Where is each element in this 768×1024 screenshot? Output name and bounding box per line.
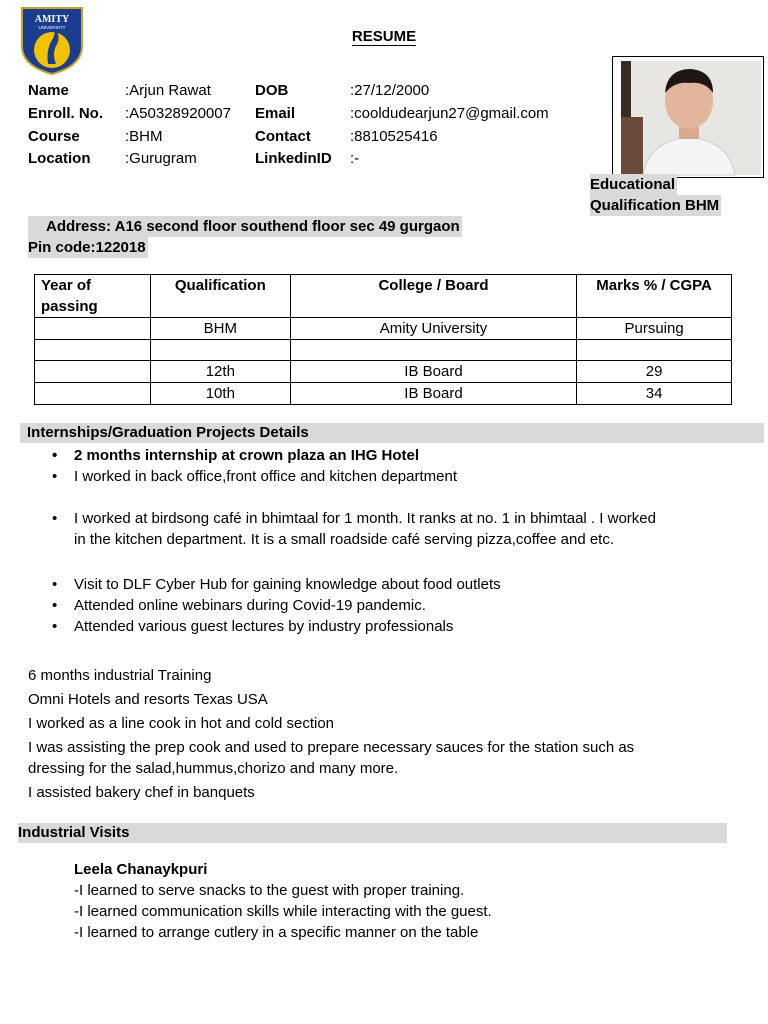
linkedin-label: LinkedinID [255,150,332,167]
visit-line: -I learned to arrange cutlery in a specific manner on the table [74,924,479,941]
internship-list [74,445,754,487]
linkedin-value: :- [350,150,360,167]
resume-title: RESUME [351,28,417,45]
email-label: Email [255,105,296,122]
edu-heading-line1: Educational [590,176,676,193]
visit-line: -I learned communication skills while interacting with the guest. [74,903,492,920]
course-value: :BHM [125,128,163,145]
email-value: :cooldudearjun27@gmail.com [350,105,549,122]
edu-heading-line2: Qualification BHM [590,197,720,214]
table-cell [35,340,151,361]
location-label: Location [28,150,91,167]
table-cell [150,340,290,361]
list-item: • Visit to DLF Cyber Hub for gaining knowledge about food outlets [74,574,754,595]
header-college: College / Board [290,275,576,318]
logo-text: AMITY [34,14,70,25]
training-line: dressing for the salad,hummus,chorizo and many more. [28,760,399,777]
contact-label: Contact [255,128,311,145]
dob-label: DOB [255,82,289,99]
dob-value: :27/12/2000 [350,82,430,99]
table-cell [290,340,576,361]
table-cell: Pursuing [577,318,732,340]
table-cell: 29 [577,361,732,383]
internships-heading: Internships/Graduation Projects Details [20,423,705,443]
internship-list [74,574,754,637]
table-cell: 12th [150,361,290,383]
training-line: Omni Hotels and resorts Texas USA [28,691,268,708]
contact-value: :8810525416 [350,128,438,145]
table-header-row [35,275,732,318]
table-cell: 10th [150,383,290,405]
visits-heading: Industrial Visits [18,823,727,843]
logo-subtext: UNIVERSITY [38,25,66,30]
table-cell [35,383,151,405]
table-cell: IB Board [290,361,576,383]
internship-list [74,508,754,550]
table-cell [35,318,151,340]
list-item: • I worked in back office,front office and kitchen department [74,466,754,487]
table-cell [577,340,732,361]
header-year: Year of passing [35,275,151,318]
name-value: :Arjun Rawat [125,82,211,99]
course-label: Course [28,128,80,145]
table-row [35,318,732,340]
enroll-label: Enroll. No. [28,105,103,122]
table-cell: IB Board [290,383,576,405]
enroll-value: :A50328920007 [125,105,231,122]
visit-line: -I learned to serve snacks to the guest with proper training. [74,882,465,899]
table-cell: BHM [150,318,290,340]
name-label: Name [28,82,69,99]
list-item: • 2 months internship at crown plaza an IHG Hotel [74,445,754,466]
table-row [35,383,732,405]
internships-heading-bar-end [700,423,764,443]
table-row [35,340,732,361]
table-cell: 34 [577,383,732,405]
location-value: :Gurugram [125,150,197,167]
table-cell [35,361,151,383]
profile-photo [612,56,764,178]
table-cell: Amity University [290,318,576,340]
header-qualification: Qualification [150,275,290,318]
header-marks: Marks % / CGPA [577,275,732,318]
education-table [34,274,732,405]
address: Address: A16 second floor southend floor sec 49 gurgaon [28,216,462,237]
visit-place: Leela Chanaykpuri [74,861,208,878]
table-row [35,361,732,383]
training-line: I was assisting the prep cook and used to prepare necessary sauces for the station such as [28,739,635,756]
training-line: I assisted bakery chef in banquets [28,784,255,801]
list-item: • I worked at birdsong café in bhimtaal for 1 month. It ranks at no. 1 in bhimtaal . I worked in the kitchen department. It is a small roadside café serving pizza,coffee and etc. [74,508,754,550]
list-item: • Attended various guest lectures by industry professionals [74,616,754,637]
pincode: Pin code:122018 [28,239,146,256]
list-item: • Attended online webinars during Covid-19 pandemic. [74,595,754,616]
training-line: 6 months industrial Training [28,667,212,684]
training-line: I worked as a line cook in hot and cold section [28,715,335,732]
